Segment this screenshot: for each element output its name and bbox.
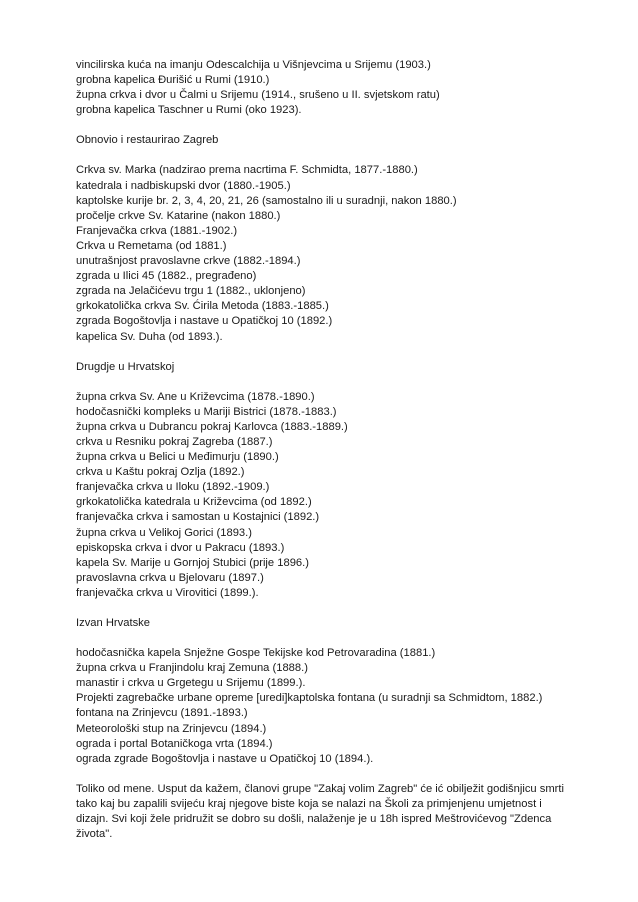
text-line: ograda i portal Botaničkoga vrta (1894.) — [76, 737, 273, 750]
text-line: župna crkva i dvor u Čalmi u Srijemu (1914., srušeno u II. svjetskom ratu) — [76, 89, 440, 102]
text-section — [76, 646, 576, 767]
text-line: ograda zgrade Bogoštovlja i nastave u Opatičkoj 10 (1894.). — [76, 752, 374, 765]
text-line: kapelica Sv. Duha (od 1893.). — [76, 330, 223, 343]
text-line: katedrala i nadbiskupski dvor (1880.-1905.) — [76, 179, 291, 192]
text-line: franjevačka crkva u Iloku (1892.-1909.) — [76, 481, 270, 494]
text-line: franjevačka crkva u Virovitici (1899.). — [76, 586, 259, 599]
text-line: Meteorološki stup na Zrinjevcu (1894.) — [76, 722, 267, 735]
text-line: hodočasnički kompleks u Mariji Bistrici (1878.-1883.) — [76, 405, 337, 418]
text-section — [76, 163, 576, 344]
closing-section — [76, 782, 576, 842]
text-line: pravoslavna crkva u Bjelovaru (1897.) — [76, 571, 264, 584]
text-line: Obnovio i restaurirao Zagreb — [76, 134, 219, 147]
text-line: župna crkva u Franjindolu kraj Zemuna (1888.) — [76, 662, 308, 675]
text-line: Crkva sv. Marka (nadzirao prema nacrtima F. Schmidta, 1877.-1880.) — [76, 164, 418, 177]
text-line: manastir i crkva u Grgetegu u Srijemu (1899.). — [76, 677, 306, 690]
text-line: zgrada Bogoštovlja i nastave u Opatičkoj 10 (1892.) — [76, 315, 333, 328]
text-section — [76, 360, 576, 375]
text-line: župna crkva u Dubrancu pokraj Karlovca (1883.-1889.) — [76, 420, 348, 433]
text-line: Izvan Hrvatske — [76, 617, 150, 629]
text-line: grobna kapelica Đurišić u Rumi (1910.) — [76, 74, 270, 87]
text-section — [76, 616, 576, 631]
closing-paragraph: Toliko od mene. Usput da kažem, članovi grupe "Zakaj volim Zagreb" će ić obilježit godišnjicu smrti tako kaj bu zapalili svijeću kraj njegove biste koja se nalazi na Školi za primjenjenu umjetnost i dizajn. Svi koji žele pridružit se dobro su došli, nalaženje je u 18h ispred Meštrovićevog "Zdenca života". — [76, 782, 564, 841]
text-line: hodočasnička kapela Snježne Gospe Tekijske kod Petrovaradina (1881.) — [76, 647, 436, 660]
text-line: crkva u Kaštu pokraj Ozlja (1892.) — [76, 466, 245, 479]
text-line: Projekti zagrebačke urbane opreme [uredi]kaptolska fontana (u suradnji sa Schmidtom, 1882.) — [76, 692, 543, 705]
text-line: grkokatolička crkva Sv. Ćirila Metoda (1883.-1885.) — [76, 300, 329, 313]
text-line: kaptolske kurije br. 2, 3, 4, 20, 21, 26 (samostalno ili u suradnji, nakon 1880.) — [76, 194, 457, 207]
text-line: grkokatolička katedrala u Križevcima (od 1892.) — [76, 496, 312, 509]
text-line: episkopska crkva i dvor u Pakracu (1893.) — [76, 541, 285, 554]
text-line: vincilirska kuća na imanju Odescalchija u Višnjevcima u Srijemu (1903.) — [76, 59, 431, 71]
document-page — [76, 58, 576, 857]
text-line: Crkva u Remetama (od 1881.) — [76, 239, 227, 252]
text-line: župna crkva u Velikoj Gorici (1893.) — [76, 526, 252, 539]
text-line: župna crkva Sv. Ane u Križevcima (1878.-1890.) — [76, 390, 315, 403]
text-line: Franjevačka crkva (1881.-1902.) — [76, 224, 238, 237]
text-line: kapela Sv. Marije u Gornjoj Stubici (prije 1896.) — [76, 556, 309, 569]
text-line: zgrada u Ilici 45 (1882., pregrađeno) — [76, 270, 257, 283]
text-line: Drugdje u Hrvatskoj — [76, 360, 175, 373]
text-line: crkva u Resniku pokraj Zagreba (1887.) — [76, 435, 273, 448]
text-line: franjevačka crkva i samostan u Kostajnici (1892.) — [76, 511, 320, 524]
text-line: unutrašnjost pravoslavne crkve (1882.-1894.) — [76, 255, 301, 268]
text-line: zgrada na Jelačićevu trgu 1 (1882., uklonjeno) — [76, 285, 306, 298]
text-line: fontana na Zrinjevcu (1891.-1893.) — [76, 707, 248, 720]
text-section — [76, 58, 576, 118]
text-section — [76, 390, 576, 601]
text-section — [76, 133, 576, 148]
text-line: pročelje crkve Sv. Katarine (nakon 1880.) — [76, 209, 281, 222]
text-line: grobna kapelica Taschner u Rumi (oko 1923). — [76, 104, 302, 117]
text-line: župna crkva u Belici u Međimurju (1890.) — [76, 451, 279, 464]
